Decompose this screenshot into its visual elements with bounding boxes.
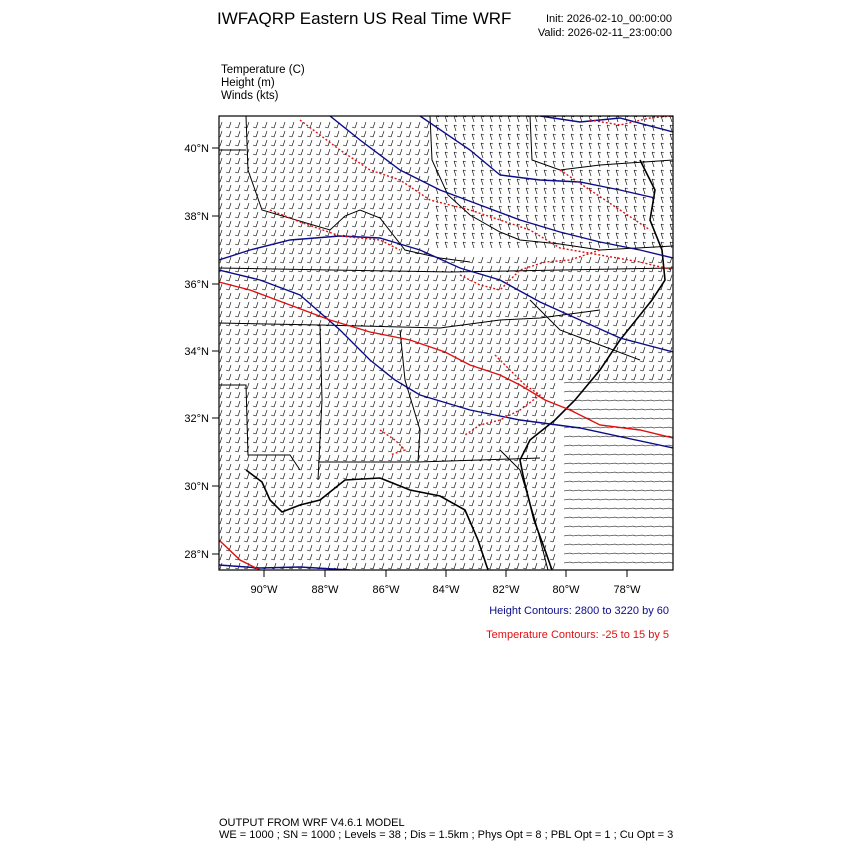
lat-label: 38°N bbox=[184, 211, 209, 223]
variable-height: Height (m) bbox=[221, 77, 275, 89]
variable-winds: Winds (kts) bbox=[221, 90, 279, 102]
lat-label: 40°N bbox=[184, 143, 209, 155]
model-info-line2: WE = 1000 ; SN = 1000 ; Levels = 38 ; Dis = 1.5km ; Phys Opt = 8 ; PBL Opt = 1 ; Cu Opt = 3 bbox=[219, 829, 674, 841]
lon-label: 88°W bbox=[311, 584, 339, 596]
lat-label: 34°N bbox=[184, 346, 209, 358]
variable-temperature: Temperature (C) bbox=[221, 64, 305, 76]
valid-time: Valid: 2026-02-11_23:00:00 bbox=[537, 27, 672, 39]
lon-label: 80°W bbox=[552, 584, 580, 596]
lon-label: 86°W bbox=[372, 584, 400, 596]
map-title: IWFAQRP Eastern US Real Time WRF bbox=[217, 9, 512, 28]
lat-label: 32°N bbox=[184, 413, 209, 425]
lat-label: 36°N bbox=[184, 279, 209, 291]
lon-label: 90°W bbox=[250, 584, 278, 596]
init-time: Init: 2026-02-10_00:00:00 bbox=[546, 13, 672, 25]
lon-label: 78°W bbox=[613, 584, 641, 596]
lat-label: 28°N bbox=[184, 549, 209, 561]
lon-label: 82°W bbox=[492, 584, 520, 596]
model-info-line1: OUTPUT FROM WRF V4.6.1 MODEL bbox=[219, 817, 405, 829]
temperature-contours-legend: Temperature Contours: -25 to 15 by 5 bbox=[486, 629, 669, 641]
lat-label: 30°N bbox=[184, 481, 209, 493]
lon-label: 84°W bbox=[432, 584, 460, 596]
height-contours-legend: Height Contours: 2800 to 3220 by 60 bbox=[489, 605, 669, 617]
